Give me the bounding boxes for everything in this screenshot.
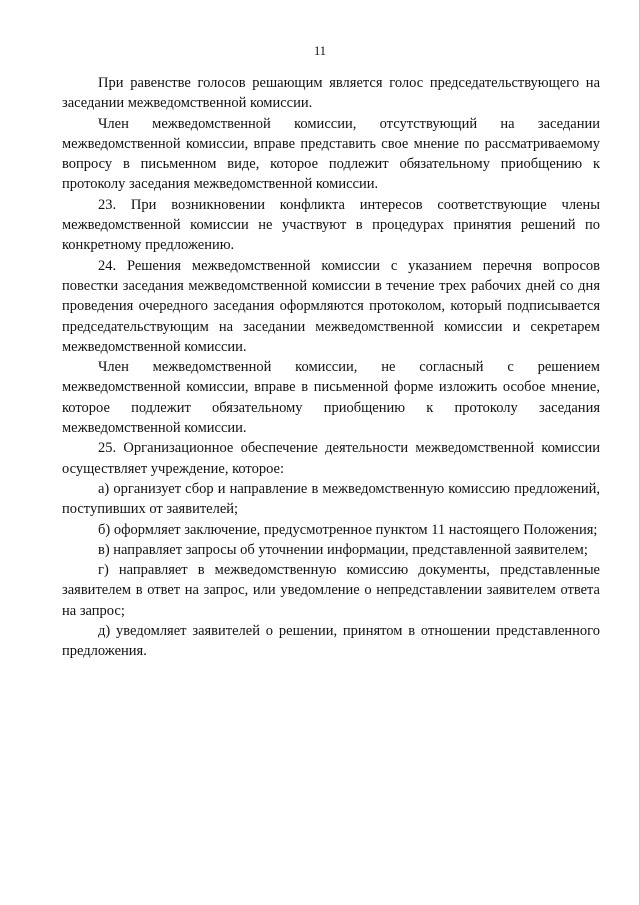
paragraph-item-25-b: б) оформляет заключение, предусмотренное пунктом 11 настоящего Положения; <box>98 521 598 538</box>
paragraph-tie-vote: При равенстве голосов решающим является голос председательствующего на заседании межведомственной комиссии. <box>62 75 600 112</box>
paragraph-dissent: Член межведомственной комиссии, не согласный с решением межведомственной комиссии, вправе в письменной форме изложить особое мнение, которое подлежит обязательному приобщению к протоколу заседания межведомственной комиссии. <box>62 359 600 437</box>
paragraph-item-23: 23. При возникновении конфликта интересов соответствующие члены межведомственной комиссии не участвуют в процедурах принятия решений по конкретному предложению. <box>62 196 600 254</box>
paragraph-item-25-v: в) направляет запросы об уточнении информации, представленной заявителем; <box>98 541 588 558</box>
document-body <box>62 73 600 662</box>
paragraph-item-25: 25. Организационное обеспечение деятельности межведомственной комиссии осуществляет учреждение, которое: <box>62 440 600 477</box>
page-number: 11 <box>313 44 327 58</box>
paragraph-item-25-d: д) уведомляет заявителей о решении, принятом в отношении представленного предложения. <box>62 623 600 660</box>
paragraph-item-24: 24. Решения межведомственной комиссии с указанием перечня вопросов повестки заседания межведомственной комиссии в течение трех рабочих дней со дня проведения очередного заседания оформляются протоколом, который подписывается председательствующим на заседании межведомственной комиссии и секретарем межведомственной комиссии. <box>62 257 600 355</box>
paragraph-item-25-a: а) организует сбор и направление в межведомственную комиссию предложений, поступивших от заявителей; <box>62 480 600 518</box>
paragraph-item-25-g: г) направляет в межведомственную комиссию документы, представленные заявителем в ответ на запрос, или уведомление о непредставлении заявителем ответа на запрос; <box>62 562 600 619</box>
paragraph-absent-member: Член межведомственной комиссии, отсутствующий на заседании межведомственной комиссии, вправе представить свое мнение по рассматриваемому вопросу в письменном виде, которое подлежит обязательному приобщению к протоколу заседания межведомственной комиссии. <box>62 115 600 193</box>
